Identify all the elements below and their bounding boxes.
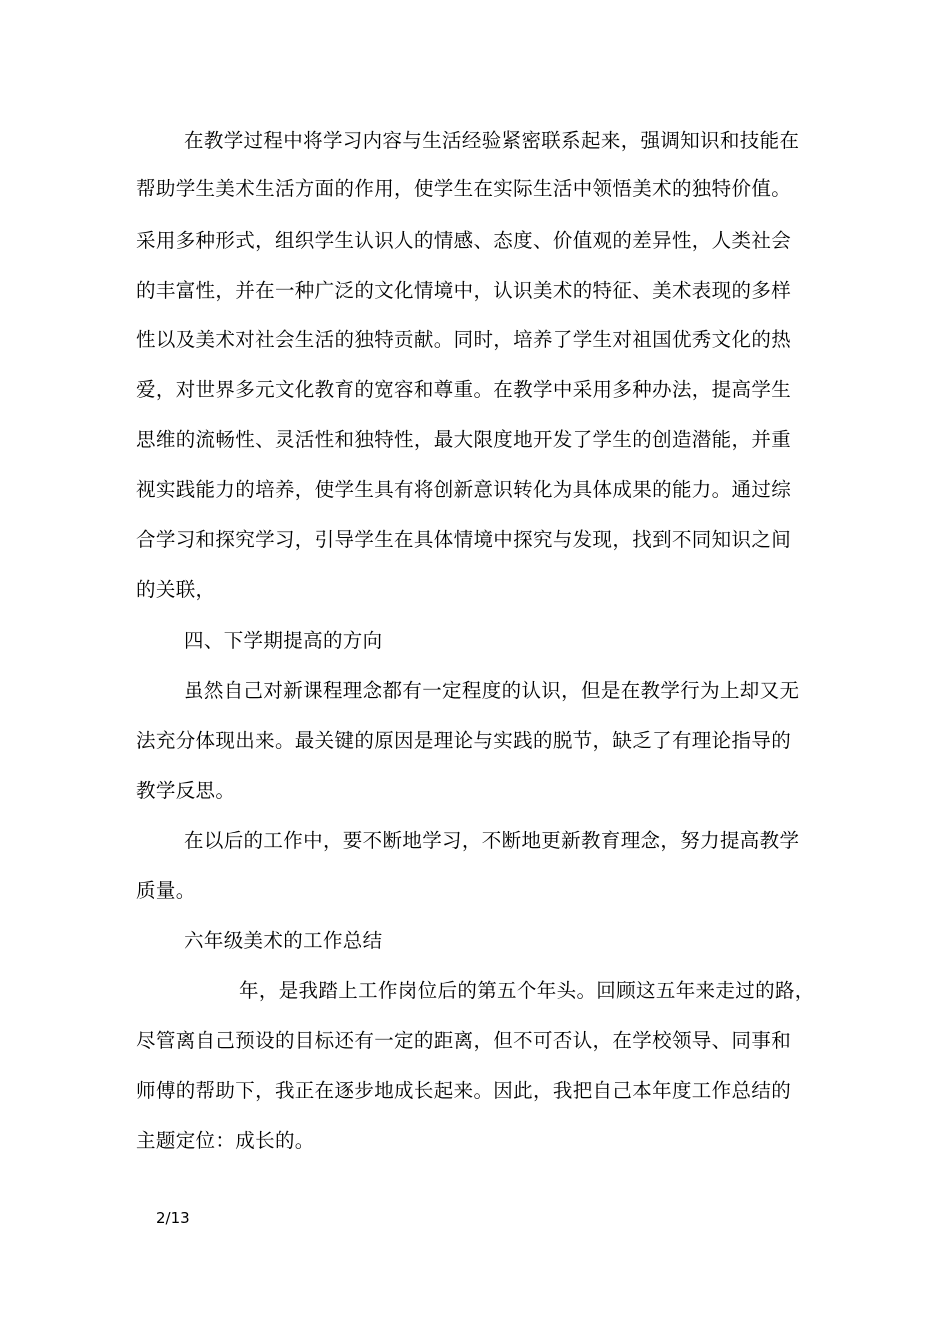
paragraph-1-line-5: 性以及美术对社会生活的独特贡献。同时，培养了学生对祖国优秀文化的热: [136, 328, 792, 351]
paragraph-3-line-2: 质量。: [136, 879, 196, 902]
paragraph-1-line-3: 采用多种形式，组织学生认识人的情感、态度、价值观的差异性，人类社会: [136, 229, 792, 252]
paragraph-1-line-4: 的丰富性，并在一种广泛的文化情境中，认识美术的特征、美术表现的多样: [136, 279, 792, 302]
page-number: 2/13: [156, 1209, 190, 1227]
paragraph-1-line-8: 视实践能力的培养，使学生具有将创新意识转化为具体成果的能力。通过综: [136, 478, 792, 501]
paragraph-1-line-2: 帮助学生美术生活方面的作用，使学生在实际生活中领悟美术的独特价值。: [136, 177, 792, 200]
paragraph-4-line-4: 主题定位：成长的。: [136, 1129, 315, 1152]
section-heading: 四、下学期提高的方向: [184, 629, 383, 652]
paragraph-2-line-2: 法充分体现出来。最关键的原因是理论与实践的脱节，缺乏了有理论指导的: [136, 729, 792, 752]
paragraph-1-line-1: 在教学过程中将学习内容与生活经验紧密联系起来，强调知识和技能在: [184, 129, 800, 152]
paragraph-1-line-10: 的关联，: [136, 578, 216, 601]
paragraph-2-line-1: 虽然自己对新课程理念都有一定程度的认识，但是在教学行为上却又无: [184, 679, 800, 702]
paragraph-1-line-6: 爱，对世界多元文化教育的宽容和尊重。在教学中采用多种办法，提高学生: [136, 378, 792, 401]
paragraph-2-line-3: 教学反思。: [136, 779, 236, 802]
paragraph-4-line-3: 师傅的帮助下，我正在逐步地成长起来。因此，我把自己本年度工作总结的: [136, 1079, 792, 1102]
paragraph-4-line-2: 尽管离自己预设的目标还有一定的距离，但不可否认，在学校领导、同事和: [136, 1029, 792, 1052]
paragraph-3-line-1: 在以后的工作中，要不断地学习，不断地更新教育理念，努力提高教学: [184, 829, 800, 852]
summary-title: 六年级美术的工作总结: [184, 929, 383, 952]
paragraph-1-line-7: 思维的流畅性、灵活性和独特性，最大限度地开发了学生的创造潜能，并重: [136, 428, 792, 451]
paragraph-1-line-9: 合学习和探究学习，引导学生在具体情境中探究与发现，找到不同知识之间: [136, 528, 792, 551]
paragraph-4-line-1: 年，是我踏上工作岗位后的第五个年头。回顾这五年来走过的路，: [239, 979, 815, 1002]
